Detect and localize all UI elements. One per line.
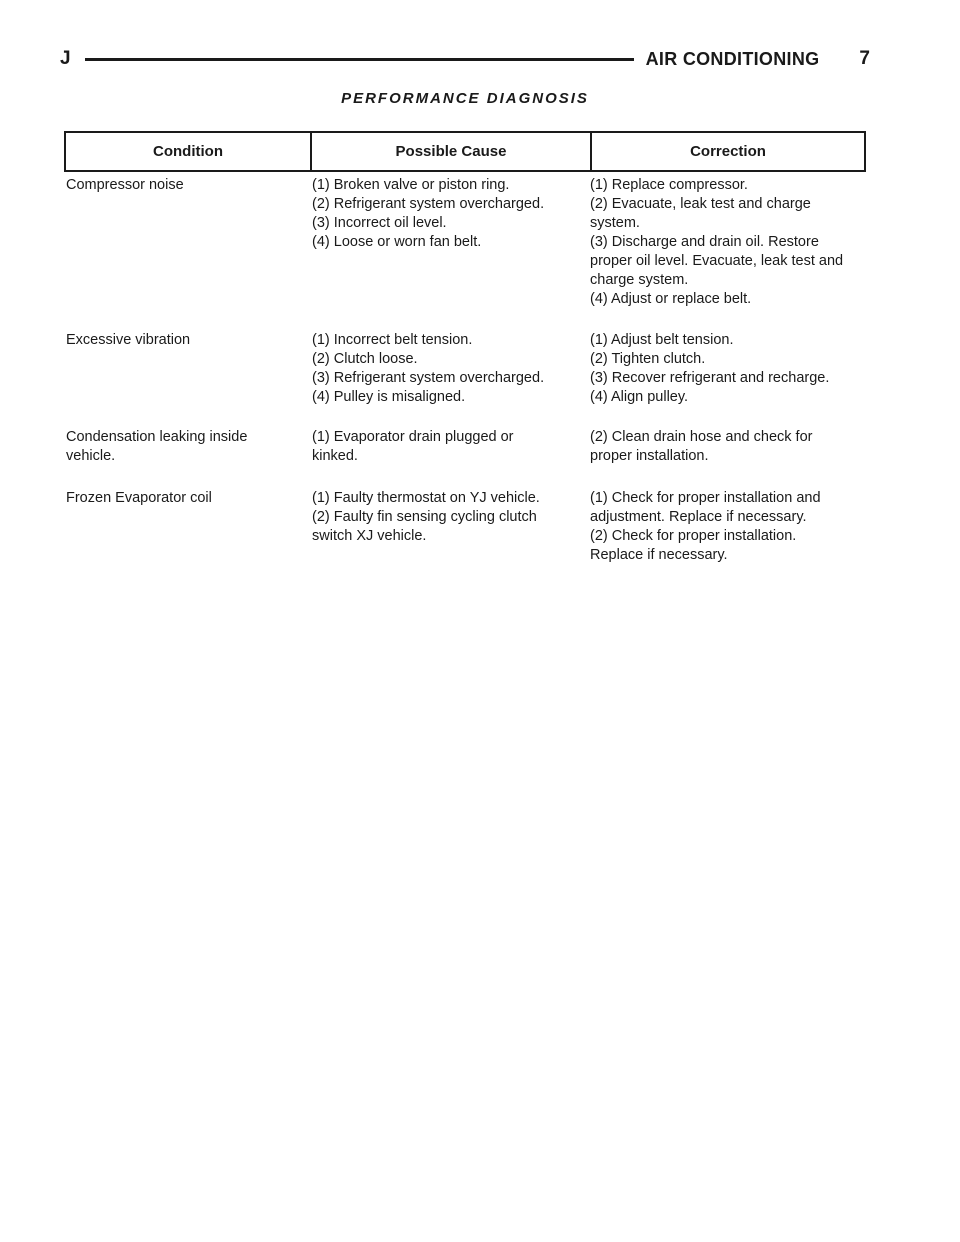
condition-cell bbox=[64, 176, 310, 309]
cause-text: (2) Refrigerant system overcharged. bbox=[312, 196, 545, 212]
section-letter: J bbox=[60, 48, 72, 69]
condition-text: Condensation leaking inside bbox=[66, 429, 248, 445]
correction-text: (1) Replace compressor. bbox=[590, 177, 748, 193]
page-number: 7 bbox=[859, 48, 870, 69]
cause-text: (1) Faulty thermostat on YJ vehicle. bbox=[312, 490, 540, 506]
diagnosis-table bbox=[64, 131, 866, 563]
header-possible-cause: Possible Cause bbox=[312, 133, 592, 170]
running-head bbox=[60, 44, 880, 74]
correction-text: (3) Recover refrigerant and recharge. bbox=[590, 370, 830, 386]
correction-text: (4) Adjust or replace belt. bbox=[590, 291, 752, 307]
cause-text: kinked. bbox=[312, 448, 358, 464]
header-rule bbox=[85, 58, 634, 61]
cause-text: (1) Evaporator drain plugged or bbox=[312, 429, 514, 445]
correction-text: (2) Clean drain hose and check for bbox=[590, 429, 813, 445]
correction-text: system. bbox=[590, 215, 640, 231]
cause-text: (2) Clutch loose. bbox=[312, 351, 418, 367]
condition-text: Frozen Evaporator coil bbox=[66, 490, 212, 506]
table-row bbox=[64, 428, 866, 466]
table-header bbox=[64, 131, 866, 172]
correction-cell bbox=[590, 489, 866, 565]
cause-cell bbox=[310, 428, 590, 466]
correction-cell bbox=[590, 331, 866, 407]
table-row bbox=[64, 176, 866, 309]
table-row bbox=[64, 331, 866, 407]
correction-text: proper oil level. Evacuate, leak test and bbox=[590, 253, 844, 269]
condition-cell bbox=[64, 489, 310, 565]
cause-text: (1) Incorrect belt tension. bbox=[312, 332, 473, 348]
table-row bbox=[64, 489, 866, 565]
cause-text: (2) Faulty fin sensing cycling clutch bbox=[312, 509, 537, 525]
correction-text: (1) Adjust belt tension. bbox=[590, 332, 734, 348]
header-condition: Condition bbox=[66, 133, 312, 170]
header-correction: Correction bbox=[690, 143, 766, 160]
condition-cell bbox=[64, 331, 310, 407]
correction-text: Replace if necessary. bbox=[590, 547, 728, 563]
correction-cell bbox=[590, 428, 866, 466]
cause-text: (4) Pulley is misaligned. bbox=[312, 389, 466, 405]
correction-text: (2) Check for proper installation. bbox=[590, 528, 797, 544]
cause-text: (1) Broken valve or piston ring. bbox=[312, 177, 510, 193]
correction-text: (4) Align pulley. bbox=[590, 389, 689, 405]
condition-text: Excessive vibration bbox=[66, 332, 191, 348]
page-title: PERFORMANCE DIAGNOSIS bbox=[341, 90, 589, 107]
cause-text: (4) Loose or worn fan belt. bbox=[312, 234, 482, 250]
cause-text: (3) Refrigerant system overcharged. bbox=[312, 370, 545, 386]
correction-text: (2) Tighten clutch. bbox=[590, 351, 706, 367]
correction-cell bbox=[590, 176, 866, 309]
cause-text: (3) Incorrect oil level. bbox=[312, 215, 447, 231]
cause-cell bbox=[310, 489, 590, 565]
chapter-title: AIR CONDITIONING bbox=[645, 48, 820, 69]
condition-text: Compressor noise bbox=[66, 177, 184, 193]
correction-text: (2) Evacuate, leak test and charge bbox=[590, 196, 811, 212]
condition-text: vehicle. bbox=[66, 448, 116, 464]
correction-text: adjustment. Replace if necessary. bbox=[590, 509, 807, 525]
correction-text: charge system. bbox=[590, 272, 689, 288]
correction-text: proper installation. bbox=[590, 448, 709, 464]
cause-text: switch XJ vehicle. bbox=[312, 528, 427, 544]
cause-cell bbox=[310, 176, 590, 309]
condition-cell bbox=[64, 428, 310, 466]
cause-cell bbox=[310, 331, 590, 407]
correction-text: (1) Check for proper installation and bbox=[590, 490, 821, 506]
correction-text: (3) Discharge and drain oil. Restore bbox=[590, 234, 819, 250]
